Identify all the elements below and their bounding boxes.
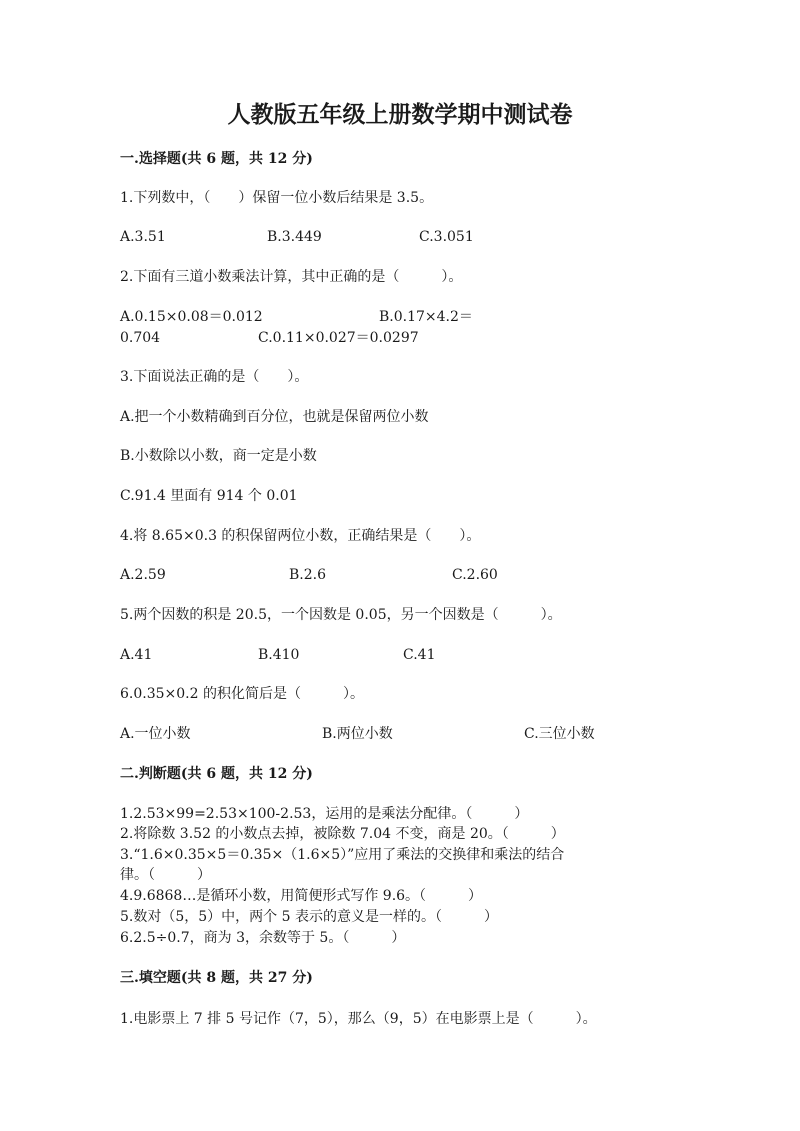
option-a: A.3.51 — [120, 229, 166, 245]
question-stem: 1.下列数中，（ ）保留一位小数后结果是 3.5。 — [120, 190, 434, 206]
judgment-line: 1.2.53×99=2.53×100-2.53，运用的是乘法分配律。（ ） — [120, 806, 529, 822]
question-stem: 3.下面说法正确的是（ ）。 — [120, 369, 309, 385]
option-a: A.41 — [120, 647, 153, 663]
option-a: A.把一个小数精确到百分位，也就是保留两位小数 — [120, 409, 429, 425]
option-b: B.小数除以小数，商一定是小数 — [120, 448, 317, 464]
option-a: A.一位小数 — [120, 726, 191, 742]
question-stem: 2.下面有三道小数乘法计算，其中正确的是（ ）。 — [120, 269, 463, 285]
question-stem: 4.将 8.65×0.3 的积保留两位小数，正确结果是（ ）。 — [120, 528, 481, 544]
question-stem: 5.两个因数的积是 20.5，一个因数是 0.05，另一个因数是（ ）。 — [120, 607, 562, 623]
option-c: C.3.051 — [419, 229, 474, 245]
option-b: B.3.449 — [267, 229, 322, 245]
option-a: A.2.59 — [120, 567, 166, 583]
section-heading-choice: 一.选择题(共 6 题，共 12 分) — [120, 151, 313, 167]
option-b: B.2.6 — [289, 567, 327, 583]
option-c: C.41 — [403, 647, 436, 663]
judgment-line: 3.“1.6×0.35×5＝0.35×（1.6×5）”应用了乘法的交换律和乘法的结合 — [120, 847, 565, 863]
section-heading-fill-in: 三.填空题(共 8 题，共 27 分) — [120, 970, 313, 986]
judgment-line: 6.2.5÷0.7，商为 3，余数等于 5。（ ） — [120, 930, 406, 946]
judgment-line: 5.数对（5，5）中，两个 5 表示的意义是一样的。（ ） — [120, 909, 498, 925]
option-a: A.0.15×0.08＝0.012 — [120, 309, 263, 325]
option-c: C.91.4 里面有 914 个 0.01 — [120, 488, 298, 504]
page-title: 人教版五年级上册数学期中测试卷 — [227, 101, 573, 128]
option-b: B.两位小数 — [322, 726, 393, 742]
question-stem: 6.0.35×0.2 的积化简后是（ ）。 — [120, 686, 364, 702]
option-c: C.三位小数 — [524, 726, 595, 742]
judgment-line: 律。（ ） — [120, 867, 211, 883]
option-b-continued: 0.704 — [120, 330, 161, 346]
judgment-line: 2.将除数 3.52 的小数点去掉，被除数 7.04 不变，商是 20。（ ） — [120, 826, 565, 842]
option-b: B.0.17×4.2＝ — [379, 309, 473, 325]
judgment-line: 4.9.6868…是循环小数，用简便形式写作 9.6。（ ） — [120, 888, 483, 904]
option-b: B.410 — [258, 647, 300, 663]
option-c: C.2.60 — [452, 567, 498, 583]
option-c: C.0.11×0.027＝0.0297 — [258, 330, 419, 346]
fill-in-line: 1.电影票上 7 排 5 号记作（7，5），那么（9，5）在电影票上是（ ）。 — [120, 1011, 597, 1027]
section-heading-judgment: 二.判断题(共 6 题，共 12 分) — [120, 766, 313, 782]
